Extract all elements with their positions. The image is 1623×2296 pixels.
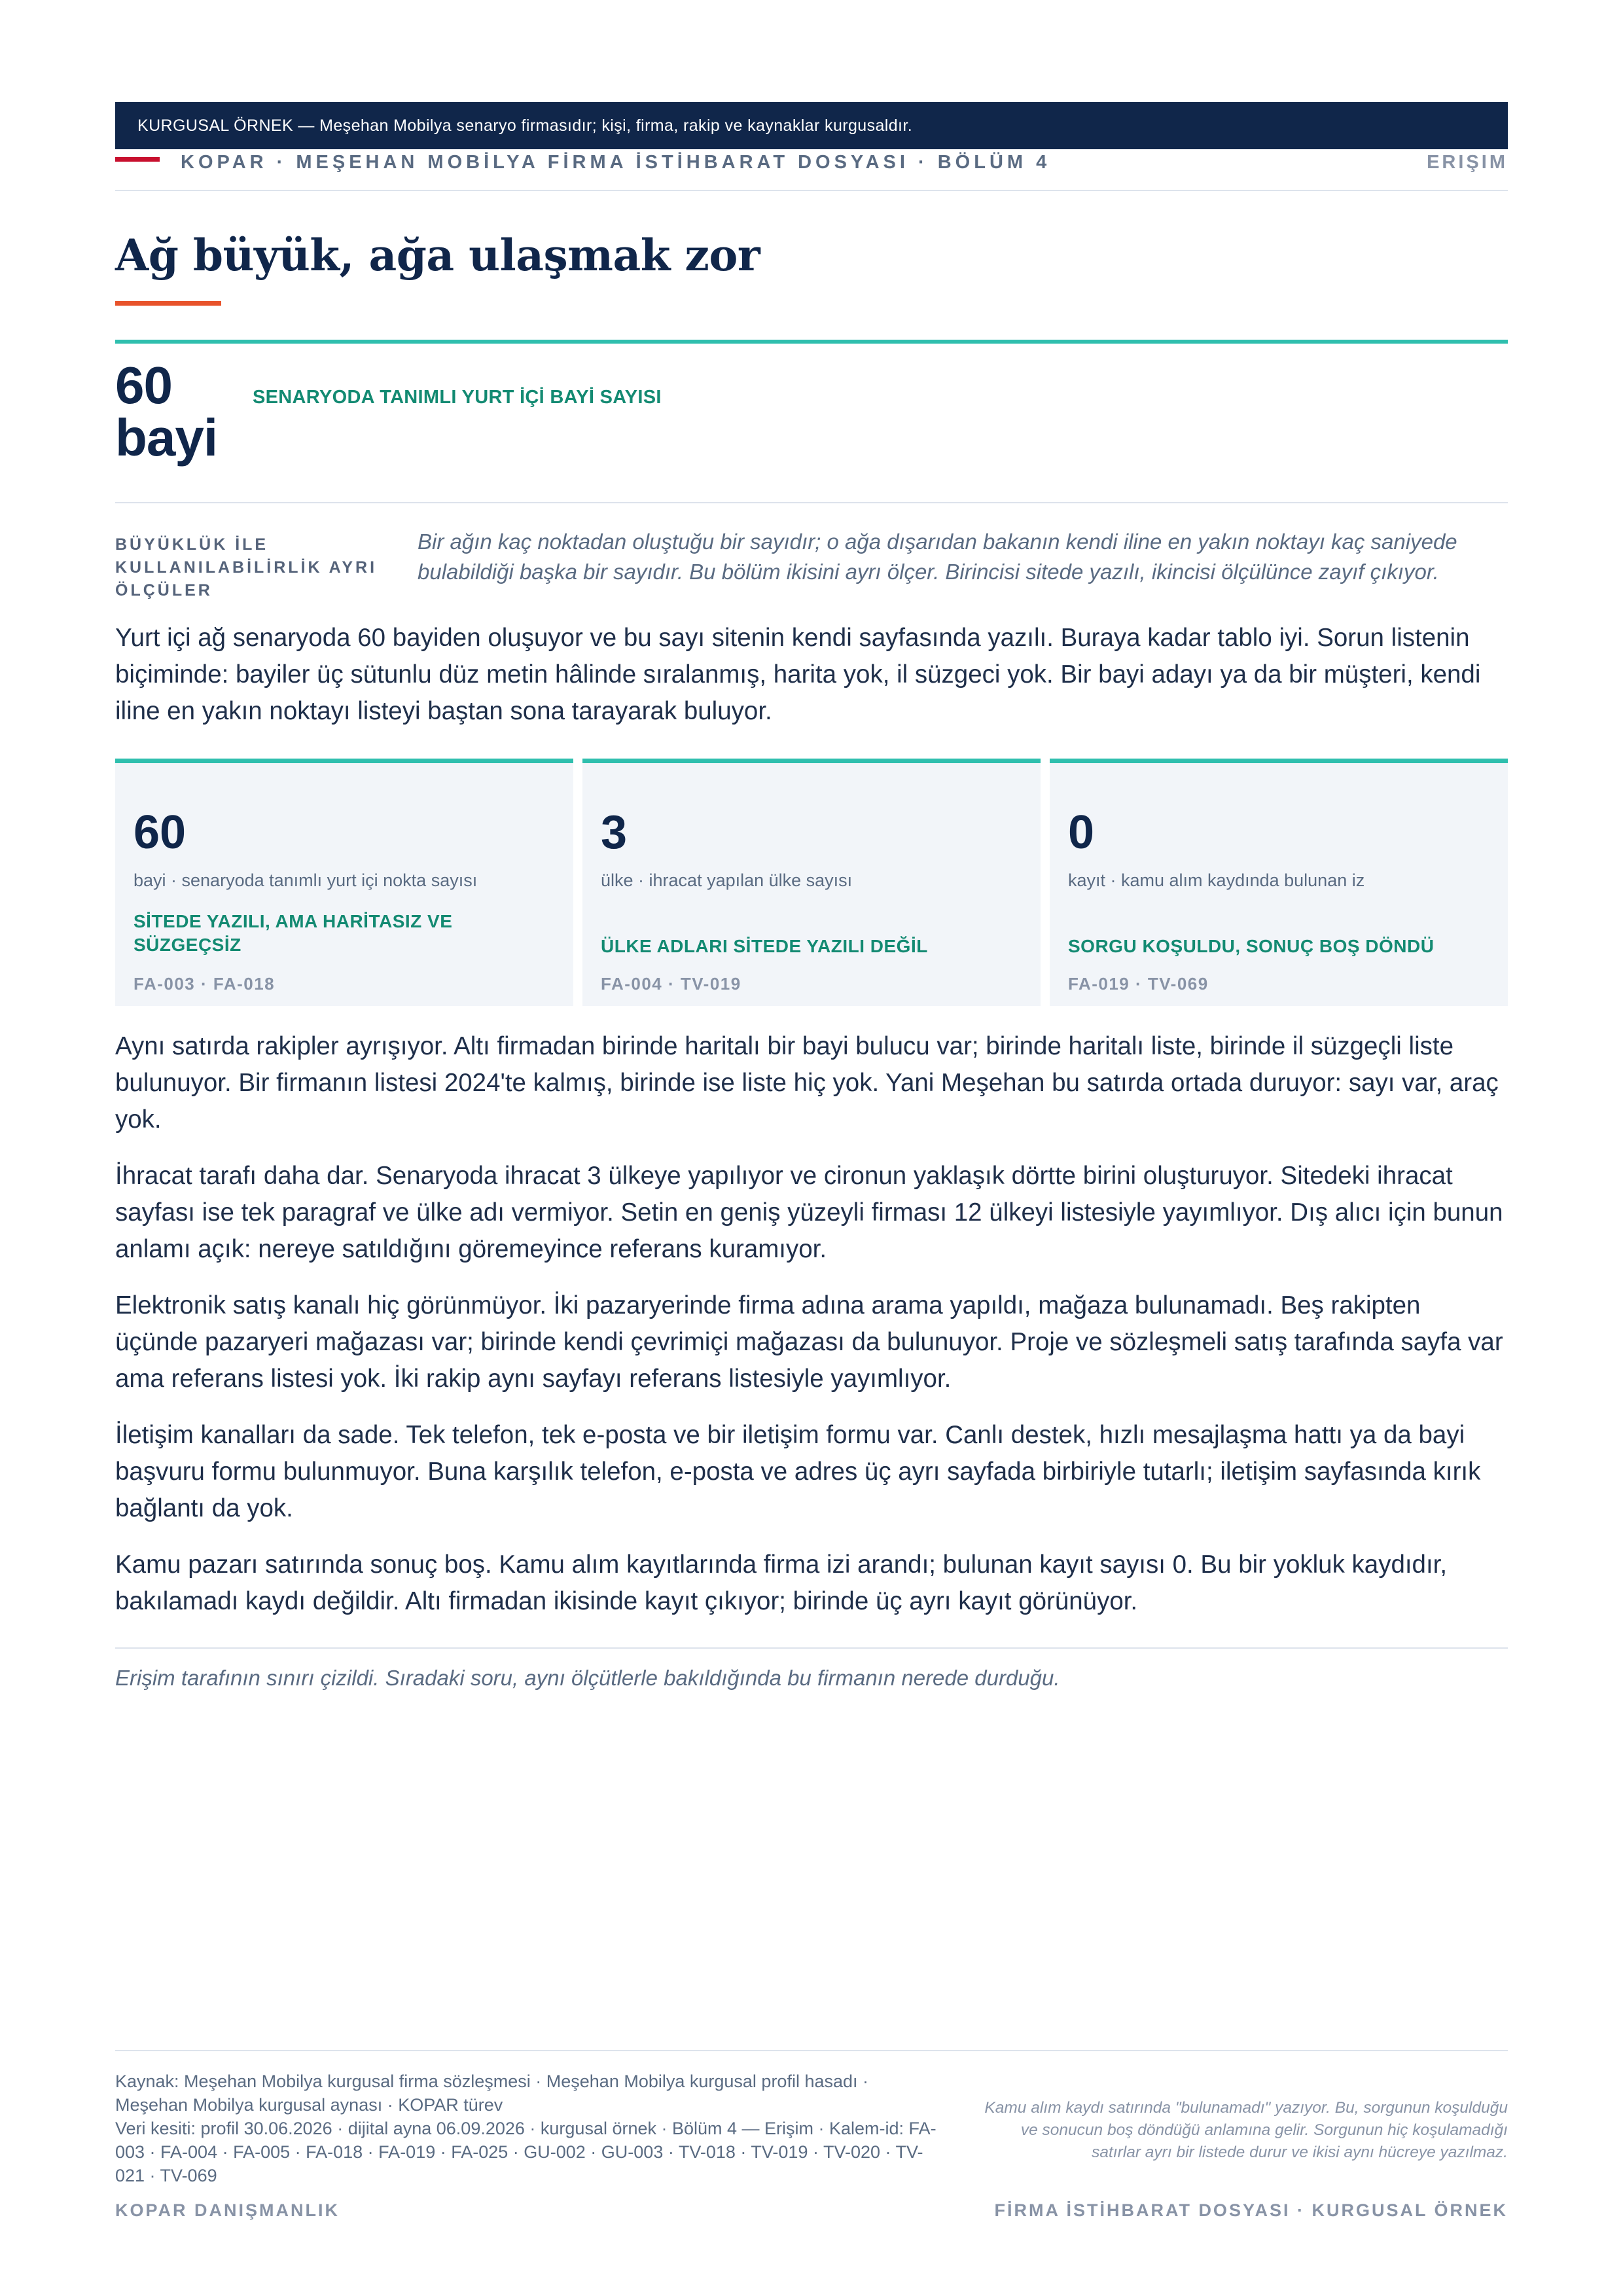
stat-card-tag: ÜLKE ADLARI SİTEDE YAZILI DEĞİL: [601, 936, 928, 956]
lead-kicker: BÜYÜKLÜK İLE KULLANILABİLİRLİK AYRI ÖLÇÜLER: [115, 535, 378, 600]
body-paragraph: İhracat tarafı daha dar. Senaryoda ihracat 3 ülkeye yapılıyor ve cironun yaklaşık dörtte birini oluşturuyor. Sitedeki ihracat sayfası ise tek paragraf ve ülke adı vermiyor. Setin en geniş yüzeyli firması 12 ülkeyi listesiyle yayımlıyor. Dış alıcı için bunun anlamı açık: nereye satıldığını göremeyince referans kuramıyor.: [115, 1162, 1503, 1263]
body-paragraph: İletişim kanalları da sade. Tek telefon, tek e-posta ve bir iletişim formu var. Canlı destek, hızlı mesajlaşma hattı ya da bayi başvuru formu bulunmuyor. Buna karşılık telefon, e-posta ve adres üç ayrı sayfada birbiriyle tutarlı; iletişim sayfasında kırık bağlantı da yok.: [115, 1421, 1481, 1522]
body-paragraph: Aynı satırda rakipler ayrışıyor. Altı firmadan birinde haritalı bir bayi bulucu var; birinde haritalı liste, birinde il süzgeçli liste bulunuyor. Bir firmanın listesi 2024'te kalmış, birinde ise liste hiç yok. Yani Meşehan bu satırda ortada duruyor: sayı var, araç yok.: [115, 1032, 1499, 1134]
footer-sources: [115, 2070, 940, 2187]
stat-card: [1050, 759, 1508, 1006]
stat-card-tag: SİTEDE YAZILI, AMA HARİTASIZ VE SÜZGEÇSİZ: [134, 911, 453, 955]
stat-cards: [115, 759, 1508, 1006]
stat-card-value: 60: [134, 806, 187, 859]
stat-card-refs: FA-003 · FA-018: [134, 974, 276, 994]
stat-card: [115, 759, 573, 1006]
stat-card-desc: bayi · senaryoda tanımlı yurt içi nokta sayısı: [134, 870, 478, 890]
stat-card-desc: kayıt · kamu alım kaydında bulunan iz: [1068, 870, 1365, 890]
stat-card-desc: ülke · ihracat yapılan ülke sayısı: [601, 870, 853, 890]
report-page: [115, 102, 1508, 1693]
page-footer: [115, 2050, 1508, 2220]
body-paragraph: Yurt içi ağ senaryoda 60 bayiden oluşuyor ve bu sayı sitenin kendi sayfasında yazılı. Buraya kadar tablo iyi. Sorun listenin biçiminde: bayiler üç sütunlu düz metin hâlinde sıralanmış, harita yok, il süzgeci yok. Bir bayi adayı ya da bir müşteri, kendi iline en yakın noktayı listeyi baştan sona tarayarak buluyor.: [115, 624, 1481, 725]
stat-card-tag: SORGU KOŞULDU, SONUÇ BOŞ DÖNDÜ: [1068, 936, 1435, 956]
running-head: [115, 149, 1508, 191]
headline-stat-unit: bayi: [115, 408, 218, 467]
footer-source-line: Kaynak: Meşehan Mobilya kurgusal firma sözleşmesi · Meşehan Mobilya kurgusal profil hasadı · Meşehan Mobilya kurgusal aynası · KOPAR türev: [115, 2072, 869, 2115]
stat-card-refs: FA-004 · TV-019: [601, 974, 741, 994]
headline-stat-value: [115, 356, 218, 467]
title-underline: [115, 301, 221, 306]
closing-divider: [115, 1647, 1508, 1649]
headline-stat-number: 60: [115, 356, 172, 414]
closing-note: Erişim tarafının sınırı çizildi. Sıradaki soru, aynı ölçütlerle bakıldığında bu firmanın nerede durduğu.: [115, 1666, 1060, 1690]
fiction-disclaimer-banner: [115, 102, 1508, 149]
disclaimer-text: KURGUSAL ÖRNEK — Meşehan Mobilya senaryo firmasıdır; kişi, firma, rakip ve kaynaklar kurgusaldır.: [137, 116, 913, 135]
body-paragraph: Kamu pazarı satırında sonuç boş. Kamu alım kayıtlarında firma izi arandı; bulunan kayıt sayısı 0. Bu bir yokluk kaydıdır, bakılamadı kaydı değildir. Altı firmadan ikisinde kayıt çıkıyor; birinde üç ayrı kayıt görünüyor.: [115, 1551, 1448, 1615]
footer-series-label: FİRMA İSTİHBARAT DOSYASI · KURGUSAL ÖRNEK: [994, 2200, 1508, 2220]
headline-stat-label: SENARYODA TANIMLI YURT İÇİ BAYİ SAYISI: [253, 387, 662, 408]
running-head-title: KOPAR · MEŞEHAN MOBİLYA FİRMA İSTİHBARAT DOSYASI · BÖLÜM 4: [181, 152, 1051, 173]
body-paragraph: Elektronik satış kanalı hiç görünmüyor. İki pazaryerinde firma adına arama yapıldı, mağaza bulunamadı. Beş rakipten üçünde pazaryeri mağazası var; birinde kendi çevrimiçi mağazası da bulunuyor. Proje ve sözleşmeli satış tarafında sayfa var ama referans listesi yok. İki rakip aynı sayfayı referans listesiyle yayımlıyor.: [115, 1291, 1503, 1393]
stat-card-refs: FA-019 · TV-069: [1068, 974, 1209, 994]
section-label: ERIŞIM: [1427, 152, 1508, 173]
stat-card: [582, 759, 1041, 1006]
page-title: Ağ büyük, ağa ulaşmak zor: [115, 230, 760, 281]
stat-card-value: 0: [1068, 806, 1095, 859]
headline-stat: [115, 340, 1508, 503]
footer-note: Kamu alım kaydı satırında "bulunamadı" yazıyor. Bu, sorgunun koşulduğu ve sonucun boş döndüğü anlamına gelir. Sorgunun hiç koşulamadığı satırlar ayrı bir listede durur ve ikisi aynı hücreye yazılmaz.: [984, 2099, 1508, 2161]
lead-section: [115, 503, 1508, 616]
stat-card-value: 3: [601, 806, 628, 859]
lead-text: Bir ağın kaç noktadan oluştuğu bir sayıdır; o ağa dışarıdan bakanın kendi iline en yakın noktayı kaç saniyede bulabildiği başka bir sayıdır. Bu bölüm ikisini ayrı ölçer. Birincisi sitede yazılı, ikincisi ölçülünce zayıf çıkıyor.: [418, 529, 1457, 584]
footer-data-cut-line: Veri kesiti: profil 30.06.2026 · dijital ayna 06.09.2026 · kurgusal örnek · Bölüm 4 — Erişim · Kalem-id: FA-003 · FA-004 · FA-005 · FA-018 · FA-019 · FA-025 · GU-002 · GU-003 · TV-018 · TV-019 · TV-020 · TV-021 · TV-069: [115, 2119, 936, 2185]
red-accent-mark: [115, 157, 160, 162]
footer-publisher: KOPAR DANIŞMANLIK: [115, 2200, 340, 2220]
